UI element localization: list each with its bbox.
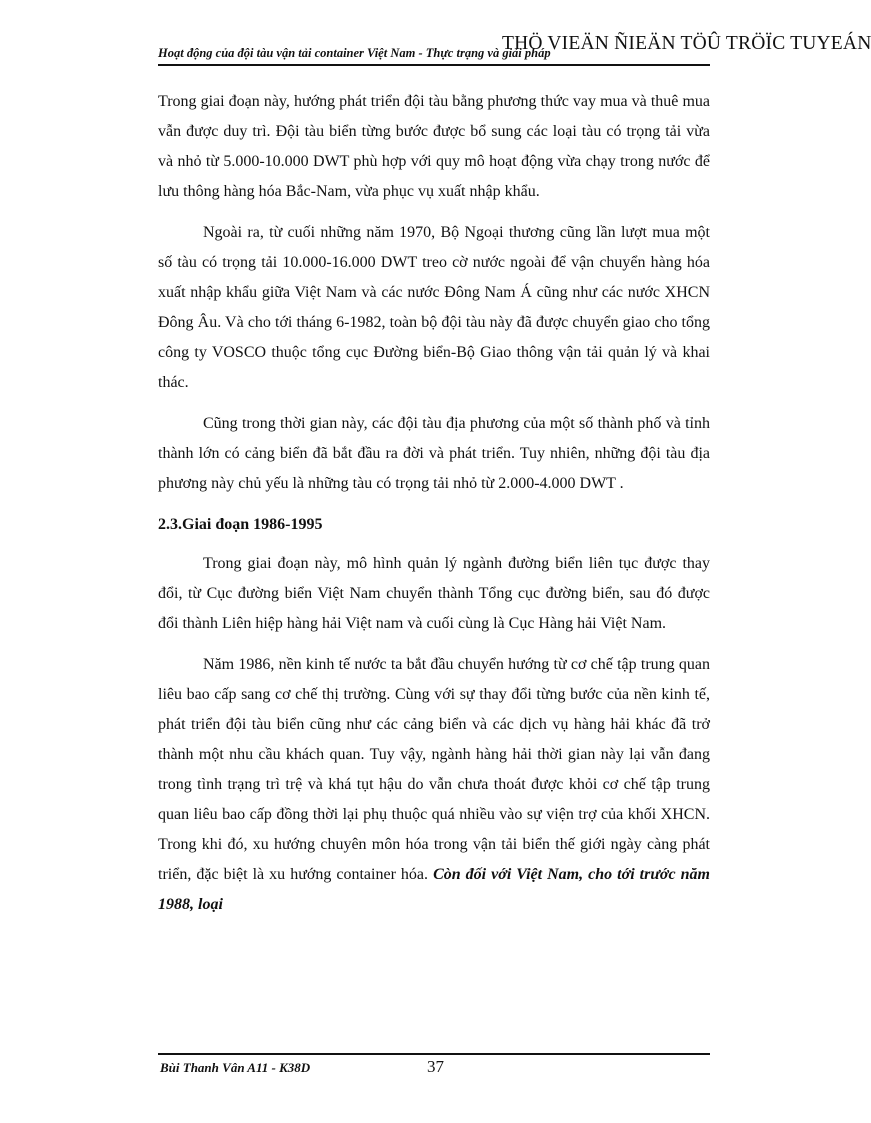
section-heading: 2.3.Giai đoạn 1986-1995 <box>158 516 323 533</box>
paragraph-5 <box>158 650 710 920</box>
footer-divider <box>158 1053 710 1055</box>
paragraph-5-text: Năm 1986, nền kinh tế nước ta bắt đầu chuyển hướng từ cơ chế tập trung quan liêu bao cấp sang cơ chế thị trường. Cùng với sự thay đổi từng bước của nền kinh tế, phát triển đội tàu biển cũng như các cảng biển và các dịch vụ hàng hải khác đã trở thành một nhu cầu khách quan. Tuy vậy, ngành hàng hải thời gian này lại vẫn đang trong tình trạng trì trệ và khá tụt hậu do vẫn chưa thoát được khỏi cơ chế tập trung quan liêu bao cấp đồng thời lại phụ thuộc quá nhiều vào sự viện trợ của khối XHCN. Trong khi đó, xu hướng chuyên môn hóa trong vận tải biển thế giới ngày càng phát triển, đặc biệt là xu hướng container hóa. <box>158 656 710 883</box>
paragraph-4: Trong giai đoạn này, mô hình quản lý ngành đường biển liên tục được thay đổi, từ Cục đường biển Việt Nam chuyển thành Tổng cục đường biển, sau đó được đổi thành Liên hiệp hàng hải Việt nam và cuối cùng là Cục Hàng hải Việt Nam. <box>158 555 710 632</box>
paragraph-3: Cũng trong thời gian này, các đội tàu địa phương của một số thành phố và tỉnh thành lớn có cảng biển đã bắt đầu ra đời và phát triển. Tuy nhiên, những đội tàu địa phương này chủ yếu là những tàu có trọng tải nhỏ từ 2.000-4.000 DWT . <box>158 415 710 492</box>
page-body <box>158 87 710 931</box>
footer-author: Bùi Thanh Vân A11 - K38D <box>160 1060 311 1075</box>
paragraph-5-emphasis: Còn đối với Việt Nam, cho tới trước năm 1988, loại <box>158 866 710 913</box>
library-watermark: THÖ VIEÄN ÑIEÄN TÖÛ TRÖÏC TUYEÁN <box>502 33 871 54</box>
page-number: 37 <box>427 1057 444 1076</box>
paragraph-2: Ngoài ra, từ cuối những năm 1970, Bộ Ngoại thương cũng lần lượt mua một số tàu có trọng tải 10.000-16.000 DWT treo cờ nước ngoài để vận chuyển hàng hóa xuất nhập khẩu giữa Việt Nam và các nước Đông Nam Á cũng như các nước XHCN Đông Âu. Và cho tới tháng 6-1982, toàn bộ đội tàu này đã được chuyển giao cho tổng công ty VOSCO thuộc tổng cục Đường biển-Bộ Giao thông vận tải quản lý và khai thác. <box>158 224 710 391</box>
running-header-title: Hoạt động của đội tàu vận tải container Việt Nam - Thực trạng và giải pháp <box>158 46 551 60</box>
paragraph-1: Trong giai đoạn này, hướng phát triển đội tàu bằng phương thức vay mua và thuê mua vẫn được duy trì. Đội tàu biển từng bước được bổ sung các loại tàu có trọng tải vừa và nhỏ từ 5.000-10.000 DWT phù hợp với quy mô hoạt động vừa chạy trong nước để lưu thông hàng hóa Bắc-Nam, vừa phục vụ xuất nhập khẩu. <box>158 93 710 200</box>
header-divider <box>158 64 710 66</box>
